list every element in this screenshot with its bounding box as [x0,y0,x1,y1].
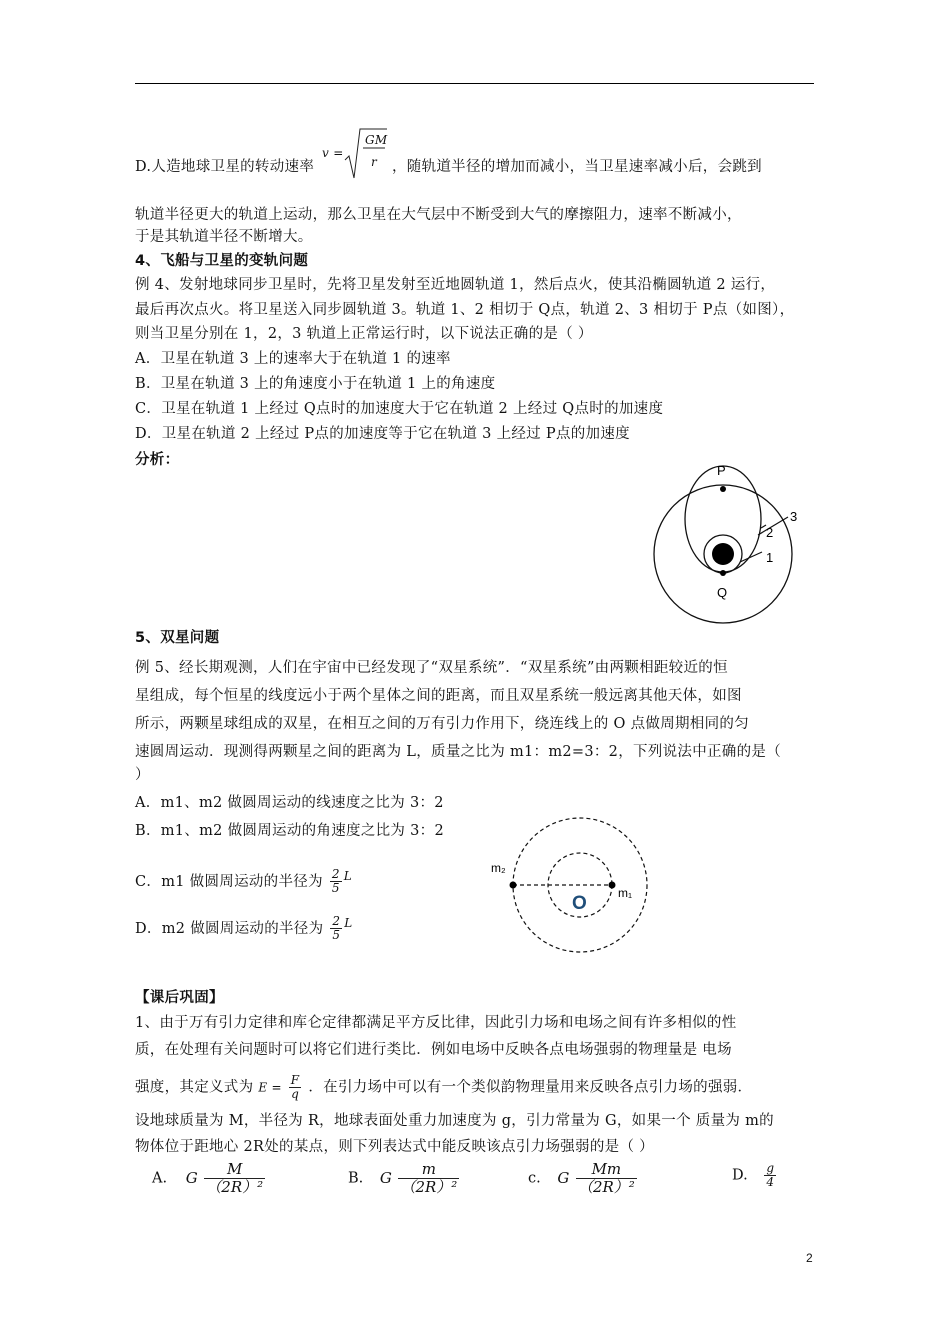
homework-line4: 设地球质量为 M，半径为 R，地球表面处重力加速度为 g，引力常量为 G，如果一个 质量为 m的 [135,1113,774,1129]
choice-d-den: 4 [764,1175,776,1189]
homework-heading: 【课后巩固】 [135,990,224,1006]
frac-q: q [289,1087,302,1101]
label-m2: m₂ [491,861,506,875]
line3-suffix: ．在引力场中可以有一个类似韵物理量用来反映各点引力场的强弱． [308,1079,753,1096]
choice-a-g: G [185,1168,198,1187]
fraction-2-5 [330,915,342,942]
section4-heading: 4、飞船与卫星的变轨问题 [135,253,309,269]
choice-b-g: G [379,1168,392,1187]
example5-option-c [135,865,352,895]
fraction-f-q [289,1074,302,1101]
homework-line5: 物体位于距地心 2R处的某点，则下列表达式中能反映该点引力场强弱的是（ ） [135,1139,654,1155]
example4-option-d: D．卫星在轨道 2 上经过 P点的加速度等于它在轨道 3 上经过 P点的加速度 [135,426,630,442]
example5-line4: 速圆周运动．现测得两颗星之间的距离为 L，质量之比为 m1：m2=3：2，下列说法中正确的是（ [135,744,781,760]
example5-option-b: B．m1、m2 做圆周运动的角速度之比为 3：2 [135,823,444,839]
label-q: Q [717,585,728,600]
formula-e: E = [258,1080,282,1095]
example4-option-a: A．卫星在轨道 3 上的速率大于在轨道 1 的速率 [135,351,451,367]
formula-r: r [371,155,378,169]
option-d-prefix: D.人造地球卫星的转动速率 [135,159,315,175]
header-rule [135,83,814,84]
frac-var: L [344,916,353,930]
example4-line3: 则当卫星分别在 1，2，3 轨道上正常运行时，以下说法正确的是（ ） [135,326,593,342]
choice-c-g: G [557,1168,570,1187]
point-p [720,486,726,492]
formula-v: v = [322,146,344,160]
choice-c-fraction [576,1162,637,1195]
line3-prefix: 强度，其定义式为 [135,1079,254,1096]
star-m2 [510,882,517,889]
choice-d-fraction [764,1162,776,1189]
homework-line1: 1、由于万有引力定律和库仑定律都满足平方反比律，因此引力场和电场之间有许多相似的性 [135,1015,737,1031]
example5-line1: 例 5、经长期观测，人们在宇宙中已经发现了“双星系统”．“双星系统”由两颗相距较近的恒 [135,660,728,676]
analysis-label: 分析： [135,452,180,468]
frac-den: 5 [332,928,341,942]
choice-a-num: M [227,1160,243,1178]
choice-c [528,1162,639,1195]
binary-star-diagram [488,815,668,965]
choice-c-label: c. [528,1170,541,1187]
frac-var: L [343,869,353,883]
orbit-transfer-diagram [640,455,820,625]
choice-c-num: Mm [591,1160,622,1178]
leader-1 [740,552,762,562]
formula-gm: GM [365,133,388,147]
option-c-text: C．m1 做圆周运动的半径为 [135,874,323,890]
option-d-line2: 轨道半径更大的轨道上运动，那么卫星在大气层中不断受到大气的摩擦阻力，速率不断减小， [135,207,742,223]
choice-b-num: m [421,1160,437,1178]
choice-d [732,1162,778,1189]
option-d-text: D．m2 做圆周运动的半径为 [135,921,324,937]
frac-f: F [290,1073,300,1087]
choice-a-den: （2R）² [206,1177,264,1196]
choice-d-num: g [766,1161,775,1175]
point-q [720,570,726,576]
example5-option-a: A．m1、m2 做圆周运动的线速度之比为 3：2 [135,795,444,811]
label-o: O [572,893,587,914]
earth [712,543,734,565]
choice-b-den: （2R）² [400,1177,458,1196]
label-m1: m₁ [618,886,633,900]
frac-num: 2 [331,867,340,882]
example4-option-c: C．卫星在轨道 1 上经过 Q点时的加速度大于它在轨道 2 上经过 Q点时的加速度 [135,401,664,417]
frac-num: 2 [332,914,341,929]
example5-line5: ） [135,767,150,783]
example5-option-d [135,912,353,942]
choice-d-label: D. [732,1167,748,1184]
choice-a [152,1162,267,1195]
frac-den: 5 [331,881,340,895]
choice-b-fraction [398,1162,459,1195]
section5-heading: 5、双星问题 [135,630,220,646]
label-1: 1 [766,550,774,565]
example5-line3: 所示，两颗星球组成的双星，在相互之间的万有引力作用下，绕连线上的 O 点做周期相同的匀 [135,716,750,732]
choice-c-den: （2R）² [577,1177,635,1196]
velocity-formula [319,133,388,178]
choice-a-fraction [204,1162,265,1195]
label-p: P [717,463,726,478]
page-number: 2 [806,1251,813,1265]
fraction-2-5 [330,868,342,895]
choice-b-label: B. [348,1170,364,1187]
example4-line2: 最后再次点火。将卫星送入同步圆轨道 3。轨道 1、2 相切于 Q点，轨道 2、3 相切于 P点（如图）， [135,302,795,318]
example5-line2: 星组成，每个恒星的线度远小于两个星体之间的距离，而且双星系统一般远离其他天体，如图 [135,688,742,704]
label-3: 3 [790,509,798,524]
star-m1 [609,882,616,889]
homework-line2: 质，在处理有关问题时可以将它们进行类比．例如电场中反映各点电场强弱的物理量是 电场 [135,1042,732,1058]
example4-line1: 例 4、发射地球同步卫星时，先将卫星发射至近地圆轨道 1，然后点火，使其沿椭圆轨道 2 运行， [135,277,776,293]
option-d-suffix: ，随轨道半径的增加而减小，当卫星速率减小后，会跳到 [391,159,762,175]
homework-line3 [135,1074,752,1101]
option-d-line3: 于是其轨道半径不断增大。 [135,229,313,245]
label-2: 2 [766,525,774,540]
choice-b [348,1162,461,1195]
choice-a-label: A. [152,1170,168,1187]
option-d-line1 [135,133,762,178]
example4-option-b: B．卫星在轨道 3 上的角速度小于在轨道 1 上的角速度 [135,376,496,392]
